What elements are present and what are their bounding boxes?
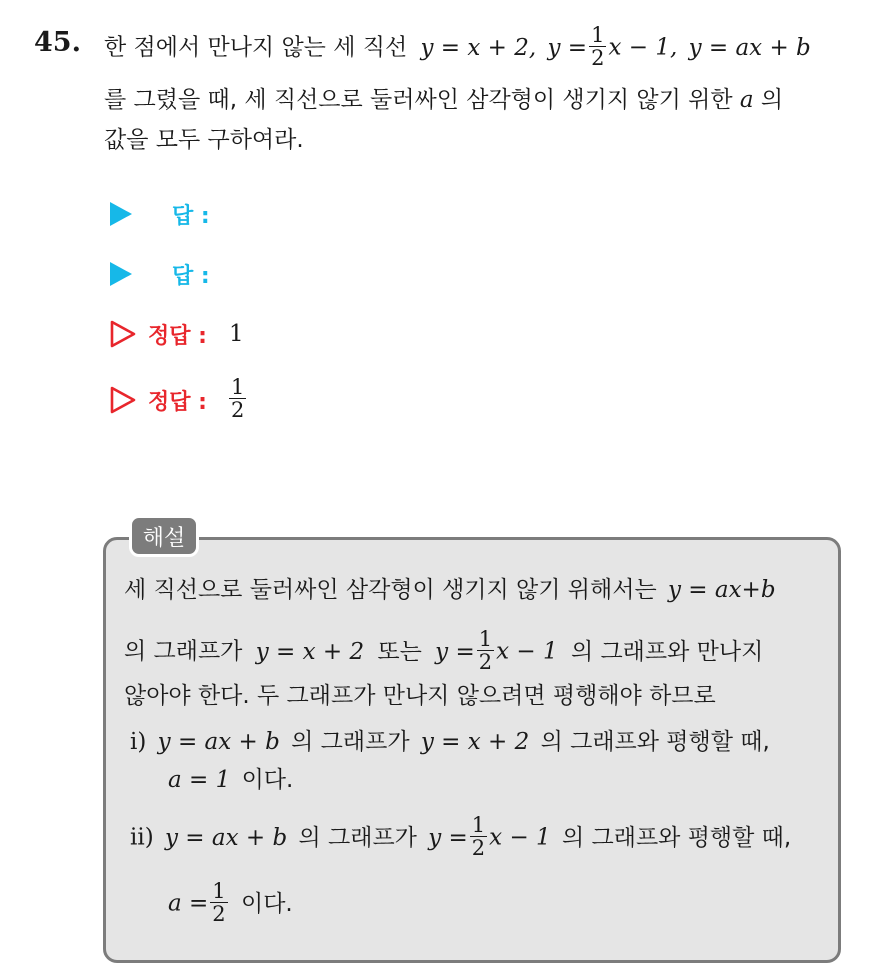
question-line-2 [104, 84, 783, 116]
solution-case-1-result [168, 764, 293, 796]
solution-line-2 [124, 627, 764, 675]
answer-blank-row-2 [110, 254, 210, 294]
solution-equation: x − 1 [489, 824, 551, 851]
solution-line-1 [124, 574, 776, 606]
outline-triangle-icon [110, 386, 136, 414]
solution-case-2 [130, 813, 792, 861]
solution-equation: x − 1 [496, 638, 558, 665]
filled-triangle-icon [110, 262, 132, 286]
question-number: 45. [34, 27, 81, 58]
question-line-1 [104, 23, 811, 71]
solution-equation: y = x + 2 [255, 638, 365, 665]
solution-text: 의 그래프와 만나지 [570, 638, 764, 665]
question-text-2b: 의 [760, 87, 784, 113]
solution-text: 세 직선으로 둘러싸인 삼각형이 생기지 않기 위해서는 [124, 577, 657, 603]
question-text-1: 한 점에서 만나지 않는 세 직선 [104, 34, 408, 61]
equation-line-2-lhs: y = [547, 34, 588, 61]
question-line-3: 값을 모두 구하여라. [104, 127, 304, 153]
solution-equation: y = ax + b [157, 729, 280, 755]
solution-equation: a = [168, 890, 209, 917]
answer-blank-label: 답 : [172, 263, 210, 289]
solution-equation: y = ax+b [667, 577, 776, 603]
solution-text: 의 그래프가 [124, 638, 243, 665]
solution-text: 의 그래프와 평행할 때, [561, 824, 792, 851]
answer-blank-row-1 [110, 194, 210, 234]
fraction-one-half: $\frac{1}{2}$ [591, 23, 605, 70]
correct-answer-label: 정답 : [148, 323, 207, 349]
equation-line-2-rest: x − 1, [608, 34, 678, 61]
variable-a: a [739, 87, 754, 113]
solution-text: 이다. [240, 890, 293, 917]
solution-tag: 해설 [129, 515, 199, 557]
correct-answer-value: 1 [228, 321, 244, 347]
solution-equation: a = 1 [168, 767, 231, 793]
solution-text: 또는 [377, 638, 422, 665]
case-marker: ⅱ) [130, 824, 154, 851]
solution-equation: y = [435, 638, 475, 665]
fraction-one-half: $\frac{1}{2}$ [212, 879, 226, 926]
solution-text: 의 그래프와 평행할 때, [540, 729, 770, 755]
question-text-2a: 를 그렸을 때, 세 직선으로 둘러싸인 삼각형이 생기지 않기 위한 [104, 87, 733, 113]
solution-line-3: 않아야 한다. 두 그래프가 만나지 않으려면 평행해야 하므로 [124, 683, 716, 709]
answer-blank-label: 답 : [172, 203, 210, 229]
outline-triangle-icon [110, 320, 136, 348]
solution-case-1 [130, 726, 770, 758]
fraction-one-half: $\frac{1}{2}$ [478, 627, 493, 674]
solution-equation: y = [428, 824, 468, 851]
correct-answer-fraction: $\frac{1}{2}$ [230, 374, 245, 422]
solution-text: 의 그래프가 [291, 729, 410, 755]
equation-line-3: y = ax + b [688, 34, 811, 61]
correct-answer-row-1 [110, 314, 244, 354]
solution-text: 의 그래프가 [298, 824, 417, 851]
solution-equation: y = x + 2 [420, 729, 530, 755]
solution-case-2-result [168, 879, 293, 927]
fraction-one-half: $\frac{1}{2}$ [471, 813, 486, 860]
solution-text: 이다. [241, 767, 294, 793]
solution-equation: y = ax + b [165, 824, 288, 851]
equation-line-1: y = x + 2, [420, 34, 537, 61]
correct-answer-row-2 [110, 372, 248, 428]
case-marker: ⅰ) [130, 729, 147, 755]
filled-triangle-icon [110, 202, 132, 226]
correct-answer-label: 정답 : [148, 389, 207, 415]
